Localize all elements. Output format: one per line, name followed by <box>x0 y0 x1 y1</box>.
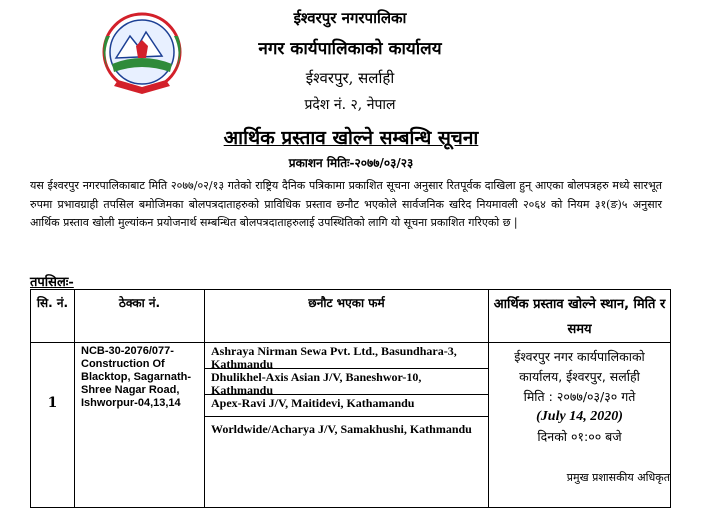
notice-body: यस ईश्वरपुर नगरपालिकाबाट मिति २०७७/०२/१३ गतेको राष्ट्रिय दैनिक पत्रिकामा प्रकाशित सूचना अनुसार रितपूर्वक दाखिला हुन् आएका बोलपत्रहरु मध्ये सारभूत रुपमा प्रभावग्राही तपसिल बमोजिमका बोलपत्रदाताहरुको प्राविधिक प्रस्ताव छनौट भएकोले सार्वजनिक खरिद नियमावली २०६४ को नियम ३१(ङ)५ अनुसार आर्थिक प्रस्ताव खोली मुल्यांकन प्रयोजनार्थ सम्बन्धित बोलपत्रदाताहरुलाई उपस्थितिको लागि यो सूचना प्रकाशित गरिएको छ | <box>30 179 662 229</box>
header-selected-firms: छनौट भएका फर्म <box>205 290 489 343</box>
publication-date: प्रकाशन मितिः-२०७७/०३/२३ <box>288 156 414 170</box>
table-header-row <box>31 290 671 343</box>
details-label: तपसिलः- <box>30 275 74 290</box>
header-place-time: आर्थिक प्रस्ताव खोल्ने स्थान, मिति र समय <box>489 290 671 343</box>
header-contract-no: ठेक्का नं. <box>75 290 205 343</box>
notice-title: आर्थिक प्रस्ताव खोल्ने सम्बन्धि सूचना <box>223 127 479 149</box>
firm-item: Ashraya Nirman Sewa Pvt. Ltd., Basundhara-3, Kathmandu <box>205 343 488 369</box>
province: प्रदेश नं. २, नेपाल <box>304 97 396 113</box>
opening-time: दिनको ०१:०० बजे <box>537 429 622 444</box>
firm-item: Dhulikhel-Axis Asian J/V, Baneshwor-10, Kathmandu <box>205 369 488 395</box>
opening-place: ईश्वरपुर नगर कार्यपालिकाको कार्यालय, ईश्वरपुर, सर्लाही <box>514 349 645 384</box>
header-sn: सि. नं. <box>31 290 75 343</box>
municipality-emblem-icon <box>92 6 192 98</box>
signatory: प्रमुख प्रशासकीय अधिकृत <box>566 471 670 484</box>
office-name: नगर कार्यपालिकाको कार्यालय <box>258 39 442 59</box>
firm-item: Worldwide/Acharya J/V, Samakhushi, Kathmandu <box>211 422 472 436</box>
row-contract: NCB-30-2076/077-Construction Of Blacktop, Sagarnath-Shree Nagar Road, Ishworpur-04,13,14 <box>75 343 205 508</box>
office-address: ईश्वरपुर, सर्लाही <box>305 69 395 87</box>
row-firms <box>205 343 489 508</box>
opening-date-np: मिति : २०७७/०३/३० गते <box>523 389 636 404</box>
row-sn: 1 <box>31 343 75 508</box>
municipality-name: ईश्वरपुर नगरपालिका <box>293 9 407 27</box>
opening-date-en: (July 14, 2020) <box>536 409 623 424</box>
firm-item: Apex-Ravi J/V, Maitidevi, Kathamandu <box>205 395 488 417</box>
